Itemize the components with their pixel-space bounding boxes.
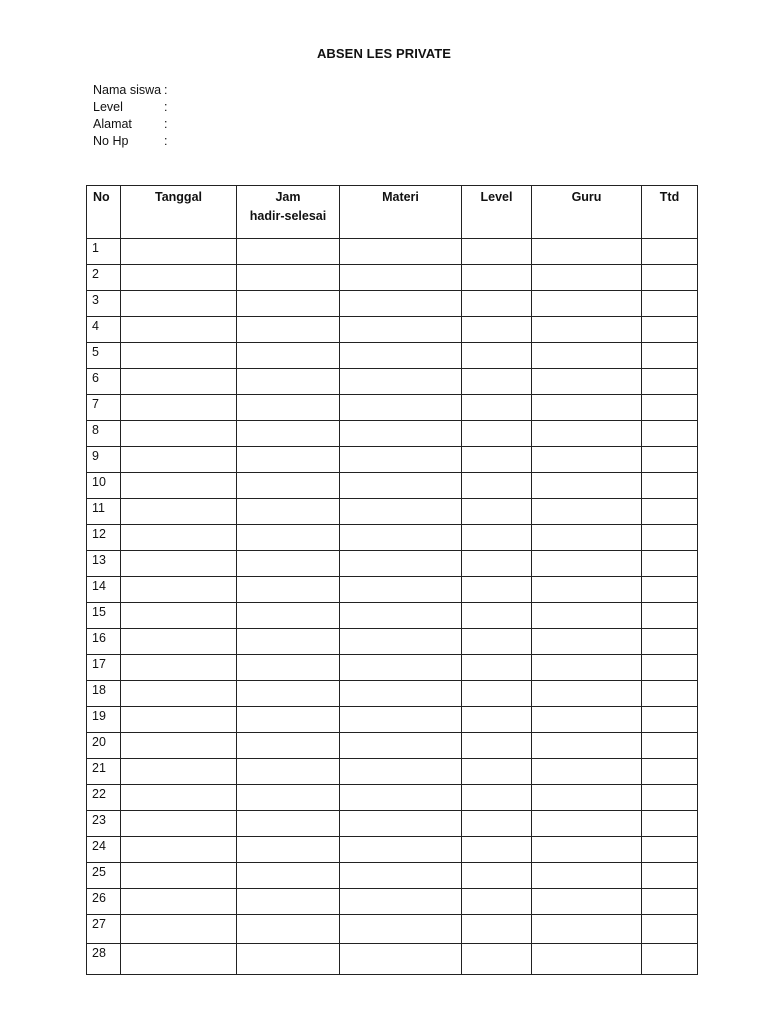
tanggal-cell[interactable] [121, 655, 237, 681]
level-cell[interactable] [462, 681, 532, 707]
ttd-cell[interactable] [642, 551, 698, 577]
materi-cell[interactable] [340, 265, 462, 291]
field-label: Nama siswa [93, 83, 162, 97]
table-row [87, 265, 698, 291]
table-row [87, 577, 698, 603]
table-body [87, 239, 698, 975]
row-number: 5 [87, 343, 121, 369]
header-ttd: Ttd [642, 186, 698, 239]
materi-cell[interactable] [340, 629, 462, 655]
table-row [87, 343, 698, 369]
level-cell[interactable] [462, 915, 532, 944]
materi-cell[interactable] [340, 915, 462, 944]
guru-cell[interactable] [532, 759, 642, 785]
ttd-cell[interactable] [642, 603, 698, 629]
ttd-cell[interactable] [642, 577, 698, 603]
table-row [87, 655, 698, 681]
guru-cell[interactable] [532, 629, 642, 655]
row-number: 10 [87, 473, 121, 499]
level-cell[interactable] [462, 837, 532, 863]
row-number: 26 [87, 889, 121, 915]
tanggal-cell[interactable] [121, 343, 237, 369]
materi-cell[interactable] [340, 785, 462, 811]
level-cell[interactable] [462, 525, 532, 551]
jam-cell[interactable] [237, 447, 340, 473]
tanggal-cell[interactable] [121, 525, 237, 551]
row-number: 7 [87, 395, 121, 421]
level-cell[interactable] [462, 395, 532, 421]
materi-cell[interactable] [340, 473, 462, 499]
jam-cell[interactable] [237, 915, 340, 944]
materi-cell[interactable] [340, 759, 462, 785]
level-cell[interactable] [462, 343, 532, 369]
guru-cell[interactable] [532, 944, 642, 975]
row-number: 19 [87, 707, 121, 733]
table-row [87, 395, 698, 421]
level-cell[interactable] [462, 447, 532, 473]
materi-cell[interactable] [340, 863, 462, 889]
guru-cell[interactable] [532, 421, 642, 447]
guru-cell[interactable] [532, 889, 642, 915]
row-number: 18 [87, 681, 121, 707]
table-row [87, 837, 698, 863]
jam-cell[interactable] [237, 863, 340, 889]
ttd-cell[interactable] [642, 785, 698, 811]
row-number: 27 [87, 915, 121, 944]
jam-cell[interactable] [237, 499, 340, 525]
ttd-cell[interactable] [642, 369, 698, 395]
ttd-cell[interactable] [642, 629, 698, 655]
guru-cell[interactable] [532, 733, 642, 759]
table-row [87, 239, 698, 265]
guru-cell[interactable] [532, 239, 642, 265]
tanggal-cell[interactable] [121, 473, 237, 499]
guru-cell[interactable] [532, 265, 642, 291]
level-cell[interactable] [462, 759, 532, 785]
jam-cell[interactable] [237, 291, 340, 317]
materi-cell[interactable] [340, 655, 462, 681]
materi-cell[interactable] [340, 317, 462, 343]
row-number: 1 [87, 239, 121, 265]
level-cell[interactable] [462, 577, 532, 603]
ttd-cell[interactable] [642, 317, 698, 343]
level-cell[interactable] [462, 603, 532, 629]
table-header-row [87, 186, 698, 239]
tanggal-cell[interactable] [121, 785, 237, 811]
materi-cell[interactable] [340, 551, 462, 577]
row-number: 13 [87, 551, 121, 577]
ttd-cell[interactable] [642, 421, 698, 447]
materi-cell[interactable] [340, 889, 462, 915]
ttd-cell[interactable] [642, 915, 698, 944]
guru-cell[interactable] [532, 681, 642, 707]
tanggal-cell[interactable] [121, 603, 237, 629]
guru-cell[interactable] [532, 395, 642, 421]
row-number: 22 [87, 785, 121, 811]
guru-cell[interactable] [532, 343, 642, 369]
level-cell[interactable] [462, 733, 532, 759]
ttd-cell[interactable] [642, 889, 698, 915]
level-cell[interactable] [462, 944, 532, 975]
tanggal-cell[interactable] [121, 915, 237, 944]
materi-cell[interactable] [340, 239, 462, 265]
guru-cell[interactable] [532, 499, 642, 525]
materi-cell[interactable] [340, 499, 462, 525]
guru-cell[interactable] [532, 369, 642, 395]
ttd-cell[interactable] [642, 863, 698, 889]
row-number: 23 [87, 811, 121, 837]
table-row [87, 551, 698, 577]
guru-cell[interactable] [532, 811, 642, 837]
page-title: ABSEN LES PRIVATE [316, 46, 452, 61]
tanggal-cell[interactable] [121, 551, 237, 577]
jam-cell[interactable] [237, 681, 340, 707]
header-no: No [87, 186, 121, 239]
level-cell[interactable] [462, 421, 532, 447]
materi-cell[interactable] [340, 447, 462, 473]
header-tanggal: Tanggal [121, 186, 237, 239]
tanggal-cell[interactable] [121, 239, 237, 265]
jam-cell[interactable] [237, 343, 340, 369]
row-number: 4 [87, 317, 121, 343]
ttd-cell[interactable] [642, 239, 698, 265]
tanggal-cell[interactable] [121, 291, 237, 317]
jam-cell[interactable] [237, 421, 340, 447]
materi-cell[interactable] [340, 603, 462, 629]
materi-cell[interactable] [340, 343, 462, 369]
materi-cell[interactable] [340, 369, 462, 395]
row-number: 25 [87, 863, 121, 889]
tanggal-cell[interactable] [121, 577, 237, 603]
row-number: 11 [87, 499, 121, 525]
jam-cell[interactable] [237, 239, 340, 265]
materi-cell[interactable] [340, 707, 462, 733]
table-row [87, 369, 698, 395]
tanggal-cell[interactable] [121, 447, 237, 473]
jam-cell[interactable] [237, 525, 340, 551]
level-cell[interactable] [462, 291, 532, 317]
materi-cell[interactable] [340, 395, 462, 421]
table-row [87, 447, 698, 473]
ttd-cell[interactable] [642, 499, 698, 525]
ttd-cell[interactable] [642, 837, 698, 863]
jam-cell[interactable] [237, 759, 340, 785]
table-row [87, 499, 698, 525]
row-number: 9 [87, 447, 121, 473]
level-cell[interactable] [462, 889, 532, 915]
level-cell[interactable] [462, 863, 532, 889]
row-number: 24 [87, 837, 121, 863]
header-jam-line2: hadir-selesai [249, 209, 327, 223]
guru-cell[interactable] [532, 473, 642, 499]
ttd-cell[interactable] [642, 733, 698, 759]
tanggal-cell[interactable] [121, 759, 237, 785]
ttd-cell[interactable] [642, 707, 698, 733]
jam-cell[interactable] [237, 577, 340, 603]
materi-cell[interactable] [340, 681, 462, 707]
tanggal-cell[interactable] [121, 889, 237, 915]
header-jam [237, 186, 340, 239]
tanggal-cell[interactable] [121, 499, 237, 525]
row-number: 16 [87, 629, 121, 655]
table-row [87, 317, 698, 343]
table-row [87, 889, 698, 915]
materi-cell[interactable] [340, 421, 462, 447]
guru-cell[interactable] [532, 291, 642, 317]
tanggal-cell[interactable] [121, 707, 237, 733]
level-cell[interactable] [462, 551, 532, 577]
header-guru: Guru [532, 186, 642, 239]
table-row [87, 421, 698, 447]
field-label: Level [93, 100, 123, 114]
jam-cell[interactable] [237, 629, 340, 655]
guru-cell[interactable] [532, 785, 642, 811]
jam-cell[interactable] [237, 655, 340, 681]
table-row [87, 944, 698, 975]
ttd-cell[interactable] [642, 447, 698, 473]
table-row [87, 863, 698, 889]
table-row [87, 629, 698, 655]
row-number: 8 [87, 421, 121, 447]
table-row [87, 759, 698, 785]
jam-cell[interactable] [237, 944, 340, 975]
row-number: 15 [87, 603, 121, 629]
table-row [87, 473, 698, 499]
materi-cell[interactable] [340, 733, 462, 759]
tanggal-cell[interactable] [121, 863, 237, 889]
tanggal-cell[interactable] [121, 733, 237, 759]
tanggal-cell[interactable] [121, 421, 237, 447]
row-number: 21 [87, 759, 121, 785]
field-colon: : [164, 134, 168, 148]
jam-cell[interactable] [237, 265, 340, 291]
level-cell[interactable] [462, 811, 532, 837]
table-row [87, 525, 698, 551]
ttd-cell[interactable] [642, 681, 698, 707]
tanggal-cell[interactable] [121, 265, 237, 291]
table-row [87, 811, 698, 837]
field-colon: : [164, 83, 168, 97]
jam-cell[interactable] [237, 733, 340, 759]
level-cell[interactable] [462, 499, 532, 525]
jam-cell[interactable] [237, 395, 340, 421]
ttd-cell[interactable] [642, 265, 698, 291]
jam-cell[interactable] [237, 603, 340, 629]
ttd-cell[interactable] [642, 343, 698, 369]
jam-cell[interactable] [237, 837, 340, 863]
jam-cell[interactable] [237, 317, 340, 343]
guru-cell[interactable] [532, 707, 642, 733]
tanggal-cell[interactable] [121, 681, 237, 707]
ttd-cell[interactable] [642, 655, 698, 681]
row-number: 6 [87, 369, 121, 395]
guru-cell[interactable] [532, 863, 642, 889]
tanggal-cell[interactable] [121, 944, 237, 975]
jam-cell[interactable] [237, 785, 340, 811]
field-label: Alamat [93, 117, 132, 131]
table-row [87, 915, 698, 944]
row-number: 12 [87, 525, 121, 551]
jam-cell[interactable] [237, 369, 340, 395]
ttd-cell[interactable] [642, 525, 698, 551]
ttd-cell[interactable] [642, 944, 698, 975]
level-cell[interactable] [462, 629, 532, 655]
field-colon: : [164, 117, 168, 131]
tanggal-cell[interactable] [121, 369, 237, 395]
attendance-table [86, 185, 698, 975]
materi-cell[interactable] [340, 944, 462, 975]
table-row [87, 707, 698, 733]
row-number: 14 [87, 577, 121, 603]
guru-cell[interactable] [532, 525, 642, 551]
level-cell[interactable] [462, 785, 532, 811]
jam-cell[interactable] [237, 473, 340, 499]
table-row [87, 681, 698, 707]
row-number: 17 [87, 655, 121, 681]
materi-cell[interactable] [340, 525, 462, 551]
level-cell[interactable] [462, 265, 532, 291]
guru-cell[interactable] [532, 447, 642, 473]
tanggal-cell[interactable] [121, 629, 237, 655]
table-row [87, 733, 698, 759]
guru-cell[interactable] [532, 577, 642, 603]
table-row [87, 291, 698, 317]
jam-cell[interactable] [237, 889, 340, 915]
row-number: 28 [87, 944, 121, 975]
guru-cell[interactable] [532, 655, 642, 681]
header-level: Level [462, 186, 532, 239]
ttd-cell[interactable] [642, 811, 698, 837]
guru-cell[interactable] [532, 603, 642, 629]
level-cell[interactable] [462, 317, 532, 343]
table-row [87, 785, 698, 811]
tanggal-cell[interactable] [121, 811, 237, 837]
jam-cell[interactable] [237, 551, 340, 577]
ttd-cell[interactable] [642, 759, 698, 785]
row-number: 3 [87, 291, 121, 317]
jam-cell[interactable] [237, 707, 340, 733]
tanggal-cell[interactable] [121, 395, 237, 421]
guru-cell[interactable] [532, 837, 642, 863]
ttd-cell[interactable] [642, 291, 698, 317]
guru-cell[interactable] [532, 317, 642, 343]
level-cell[interactable] [462, 473, 532, 499]
jam-cell[interactable] [237, 811, 340, 837]
header-materi: Materi [340, 186, 462, 239]
materi-cell[interactable] [340, 577, 462, 603]
tanggal-cell[interactable] [121, 837, 237, 863]
level-cell[interactable] [462, 369, 532, 395]
row-number: 20 [87, 733, 121, 759]
field-label: No Hp [93, 134, 129, 148]
header-jam-line1: Jam [275, 190, 301, 204]
materi-cell[interactable] [340, 811, 462, 837]
guru-cell[interactable] [532, 551, 642, 577]
ttd-cell[interactable] [642, 473, 698, 499]
materi-cell[interactable] [340, 837, 462, 863]
ttd-cell[interactable] [642, 395, 698, 421]
level-cell[interactable] [462, 655, 532, 681]
field-colon: : [164, 100, 168, 114]
guru-cell[interactable] [532, 915, 642, 944]
level-cell[interactable] [462, 239, 532, 265]
row-number: 2 [87, 265, 121, 291]
tanggal-cell[interactable] [121, 317, 237, 343]
table-row [87, 603, 698, 629]
materi-cell[interactable] [340, 291, 462, 317]
level-cell[interactable] [462, 707, 532, 733]
